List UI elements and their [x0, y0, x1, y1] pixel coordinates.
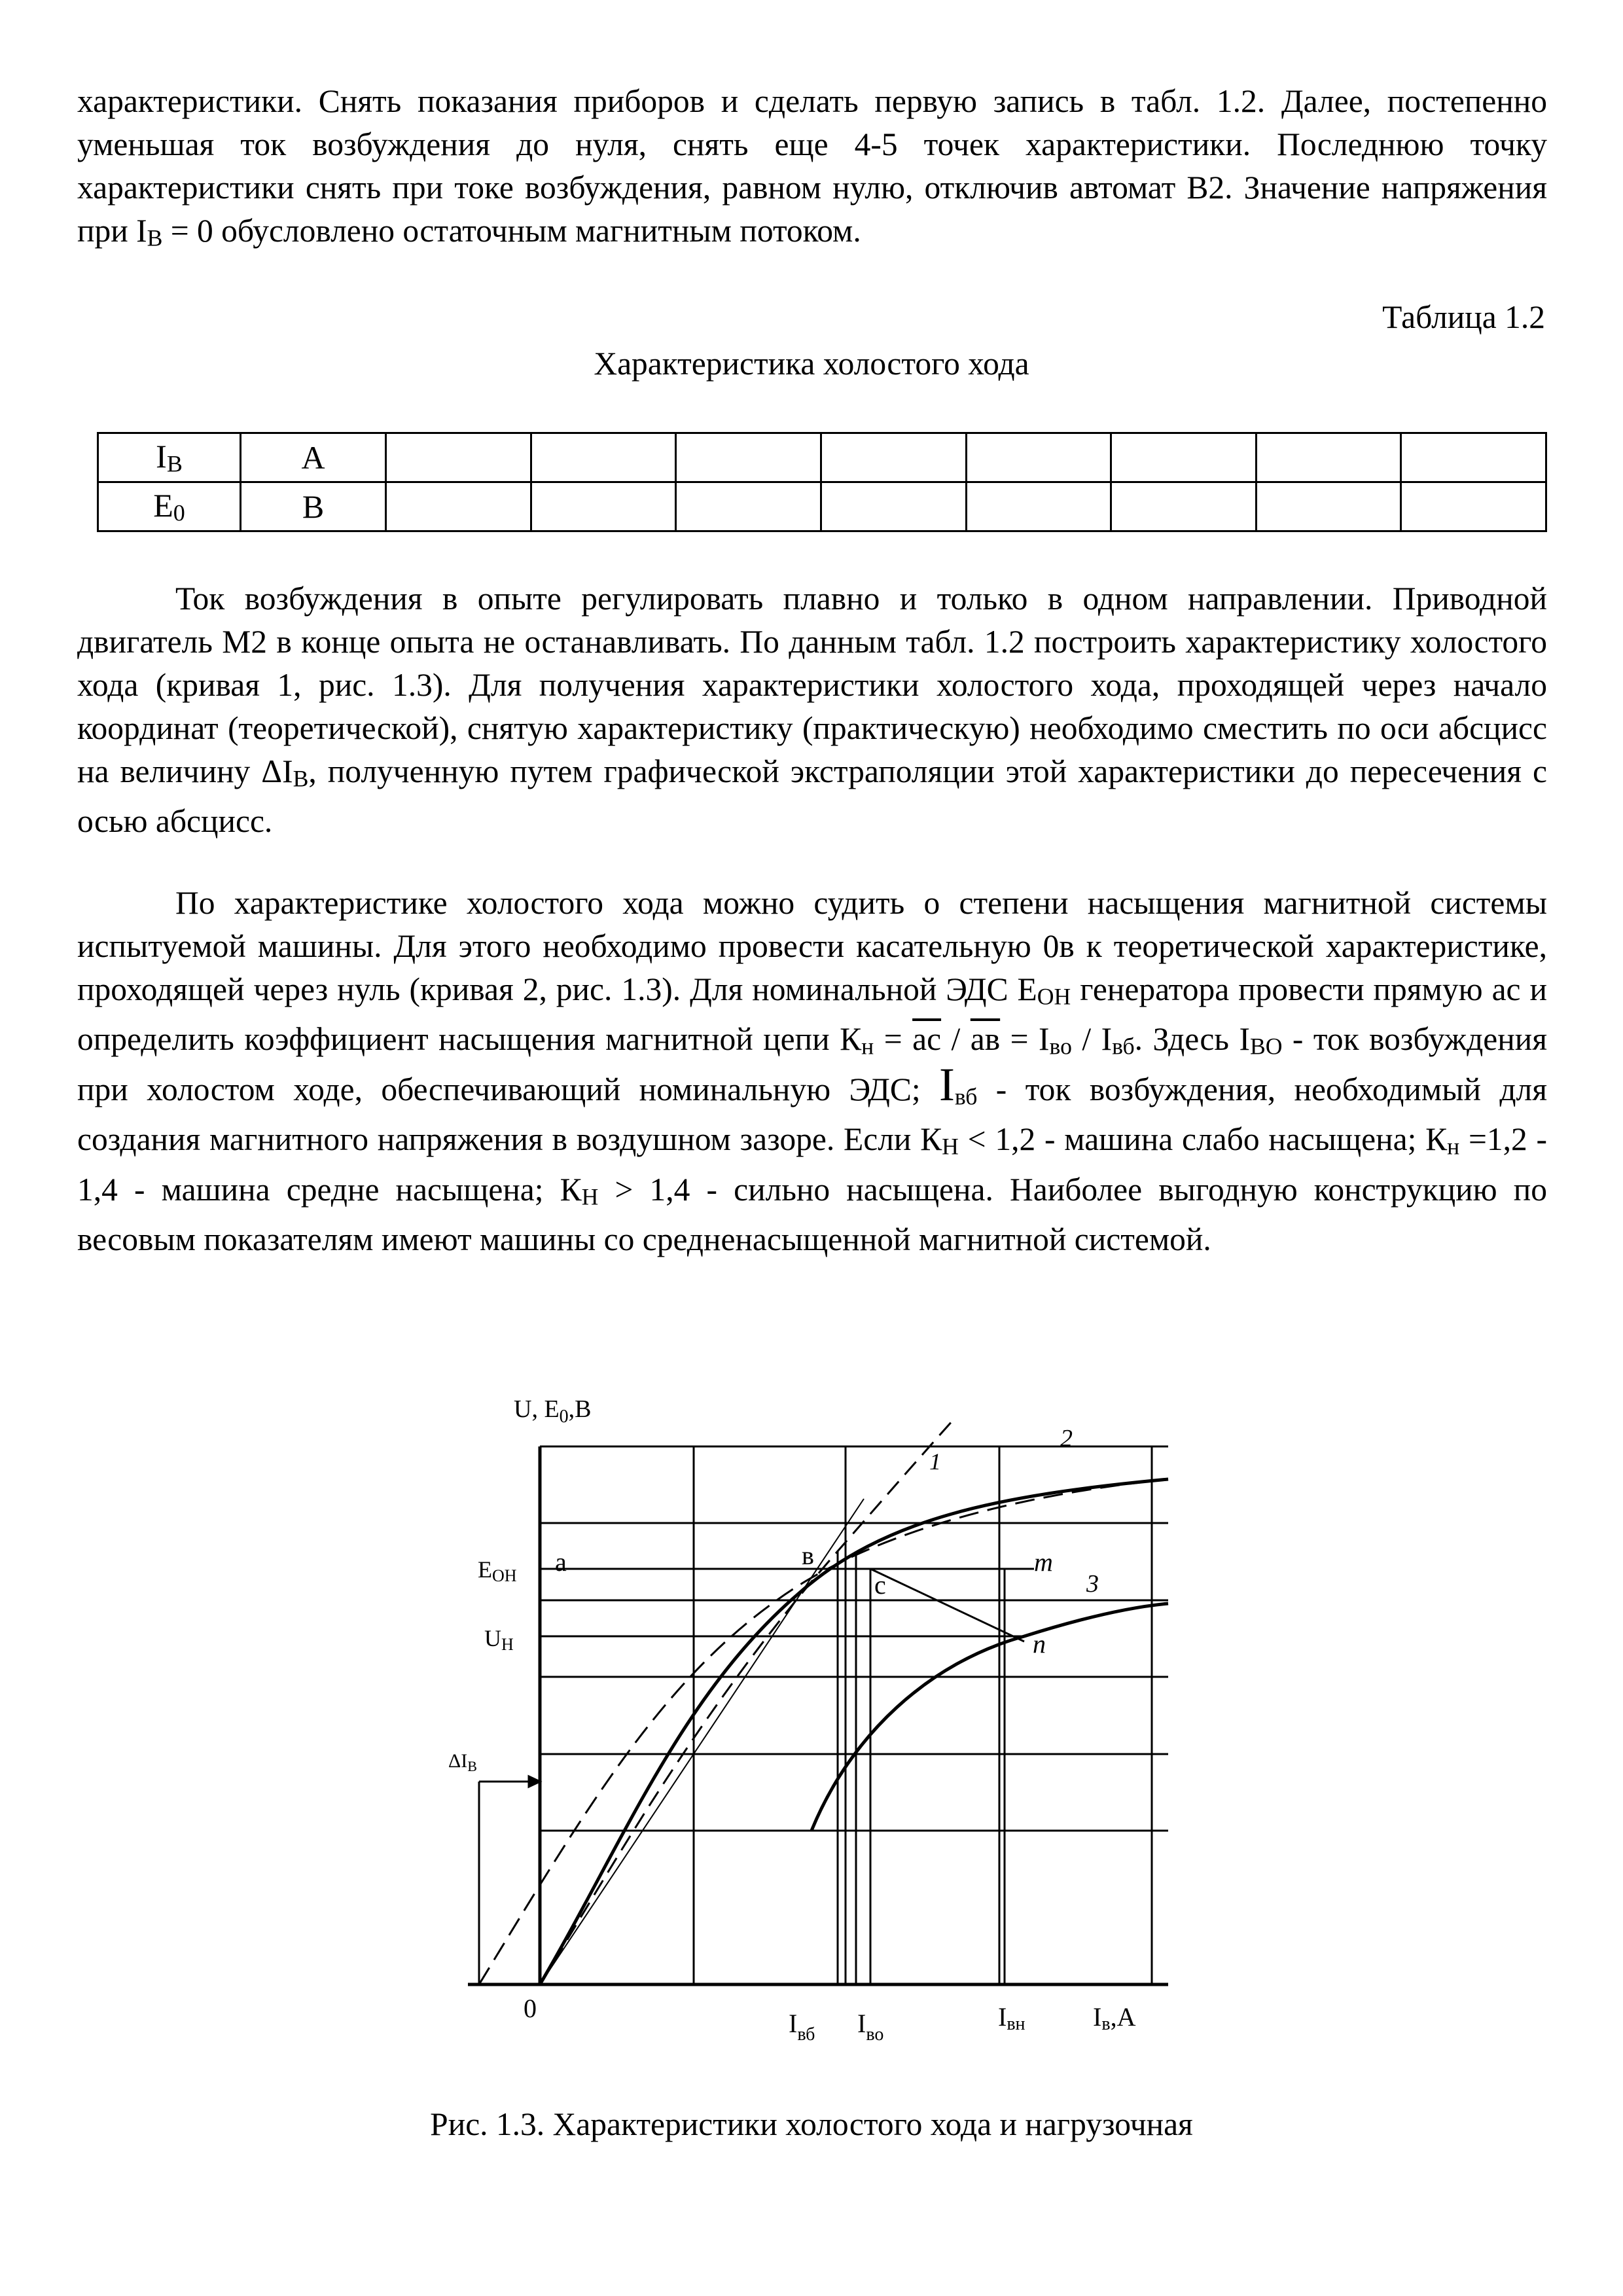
delta-ib-label: $\Delta I_В$: [448, 1750, 477, 1774]
p3-s2: н: [861, 1033, 874, 1060]
table-row-emf: [98, 482, 1546, 531]
x-ivb-label: $I_{вб}$: [789, 2009, 815, 2045]
empty-cell: [531, 482, 676, 531]
empty-cell: [676, 482, 821, 531]
grid: [540, 1446, 1168, 1984]
empty-cell: [1111, 482, 1257, 531]
curve-3-label: 3: [1086, 1570, 1099, 1598]
empty-cell: [386, 433, 531, 482]
x-axis-label: Iв,А: [1093, 2002, 1136, 2034]
p3-s3: во: [1049, 1033, 1072, 1060]
curve-1-label: 1: [929, 1448, 941, 1475]
empty-cell: [1111, 433, 1257, 482]
un-label: UН: [484, 1625, 514, 1654]
row-name-cell: [98, 482, 241, 531]
figure-labels: [448, 1395, 1136, 2045]
intro-text: характеристики. Снять показания приборов и сделать первую запись в табл. 1.2. Далее, постепенно уменьшая ток возбуждения до нуля, снять еще 4-5 точек характеристики. Последнюю точку характеристики снять при токе возбуждения, равном нулю, отключив автомат В2. Значение напряжения при I: [77, 83, 1547, 249]
p3-t4: /: [941, 1021, 971, 1058]
empty-cell: [966, 433, 1111, 482]
empty-cell: [676, 433, 821, 482]
delta-ib-arrowhead: [529, 1776, 540, 1787]
curve-2-label: 2: [1060, 1425, 1073, 1452]
p3-s9: Н: [581, 1183, 599, 1210]
p2-sub: В: [293, 765, 309, 792]
paragraph-2: [77, 577, 1547, 843]
point-m-label: m: [1034, 1547, 1053, 1577]
row-name-sub: В: [166, 450, 183, 477]
row-name: I: [156, 438, 167, 475]
row-unit-cell: В: [241, 482, 386, 531]
point-c-label: c: [874, 1570, 886, 1600]
figure-caption: Рис. 1.3. Характеристики холостого хода и нагрузочная: [430, 2106, 1193, 2142]
cn-line: [870, 1569, 1024, 1641]
no-load-table: [97, 432, 1547, 532]
point-a-label: a: [555, 1547, 567, 1577]
table-row-current: [98, 433, 1546, 482]
p3-s8: н: [1447, 1133, 1460, 1160]
axes: [468, 1446, 1168, 1984]
p3-s1: ОН: [1037, 983, 1071, 1010]
curve-1-shifted: [540, 1420, 953, 1984]
intro-text-end: = 0 обусловлено остаточным магнитным потоком.: [162, 213, 861, 249]
p3-ov2: ав: [970, 1021, 1001, 1058]
p3-t5: = I: [1000, 1021, 1050, 1058]
p3-t11: =1,2 - 1,4 - машина средне насыщена; К: [77, 1121, 1547, 1208]
empty-cell: [531, 433, 676, 482]
p3-t12: > 1,4 - сильно насыщена. Наиболее выгодную конструкцию по весовым показателям имеют машины со средненасыщенной магнитной системой.: [77, 1171, 1547, 1258]
p3-s7: Н: [942, 1133, 959, 1160]
p2-text-end: , полученную путем графической экстраполяции этой характеристики до пересечения с осью абсцисс.: [77, 753, 1547, 840]
eon-label: EОН: [478, 1556, 517, 1585]
p2-text: Ток возбуждения в опыте регулировать плавно и только в одном направлении. Приводной двигатель М2 в конце опыта не останавливать. По данным табл. 1.2 построить характеристику холостого хода (кривая 1, рис. 1.3). Для получения характеристики холостого хода, проходящей через начало координат (теоретической), снятую характеристику (практическую) необходимо сместить по оси абсцисс на величину ΔI: [77, 581, 1547, 789]
origin-label: 0: [524, 1994, 537, 2023]
p3-s4: вб: [1112, 1033, 1135, 1060]
p3-t2: генератора провести прямую ас и определить коэффициент насыщения магнитной цепи К: [77, 971, 1547, 1058]
row-name: E: [153, 487, 173, 524]
p3-s6: вб: [954, 1083, 978, 1110]
y-axis-label: U, $E_0,В$: [514, 1395, 592, 1427]
empty-cell: [1256, 482, 1401, 531]
empty-cell: [821, 482, 966, 531]
empty-cell: [821, 433, 966, 482]
empty-cell: [1401, 482, 1546, 531]
p3-big-i: I: [939, 1058, 955, 1111]
curve-3-load: [812, 1604, 1168, 1831]
point-b-label: в: [802, 1541, 814, 1570]
row-name-cell: [98, 433, 241, 482]
empty-cell: [1401, 433, 1546, 482]
paragraph-3: [77, 882, 1547, 1261]
point-n-label: n: [1033, 1629, 1046, 1659]
table-title: Характеристика холостого хода: [594, 346, 1029, 382]
intro-paragraph: [77, 80, 1547, 259]
p3-s5: ВО: [1249, 1033, 1283, 1060]
p3-t1: По характеристике холостого хода можно судить о степени насыщения магнитной системы испытуемой машины. Для этого необходимо провести касательную 0в к теоретической характеристике, проходящей через нуль (кривая 2, рис. 1.3). Для номинальной ЭДС Е: [77, 885, 1547, 1007]
p3-t7: . Здесь I: [1134, 1021, 1250, 1058]
tangent-0b: [540, 1499, 864, 1984]
row-unit-cell: А: [241, 433, 386, 482]
empty-cell: [386, 482, 531, 531]
empty-cell: [1256, 433, 1401, 482]
intro-sub: В: [147, 224, 163, 251]
x-ivo-label: $I_{во}$: [857, 2009, 884, 2045]
row-name-sub: 0: [173, 499, 185, 526]
x-ivn-label: Iвн: [998, 2002, 1026, 2034]
p3-t10: < 1,2 - машина слабо насыщена; К: [958, 1121, 1448, 1158]
p3-t3: =: [874, 1021, 913, 1058]
table-label: Таблица 1.2: [1382, 299, 1545, 335]
p3-ov1: $\overline{ac}$: [912, 1021, 942, 1058]
p3-t8: - ток возбуждения при холостом ходе, обеспечивающий номинальную ЭДС;: [77, 1021, 1547, 1107]
p3-t6: / I: [1071, 1021, 1113, 1058]
empty-cell: [966, 482, 1111, 531]
p3-t9: - ток возбуждения, необходимый для создания магнитного напряжения в воздушном зазоре. Если К: [77, 1071, 1548, 1158]
figure-no-load-characteristics: [406, 1388, 1191, 2081]
